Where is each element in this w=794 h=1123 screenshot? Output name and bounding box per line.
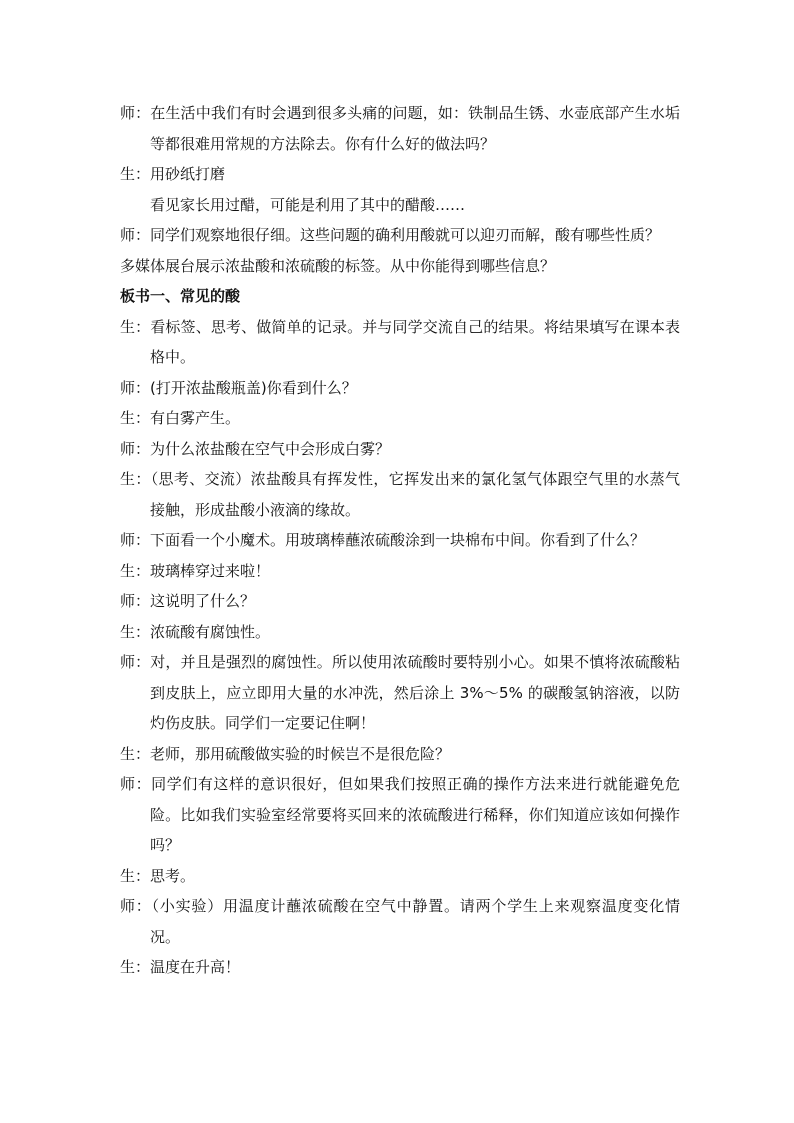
teacher-line: 师：为什么浓盐酸在空气中会形成白雾？ — [120, 439, 391, 458]
student-line: 生：老师，那用硫酸做实验的时候岂不是很危险？ — [120, 744, 451, 763]
teacher-line: 师：这说明了什么？ — [120, 592, 256, 610]
student-line: 生：看标签、思考、做简单的记录。并与同学交流自己的结果。将结果填写在课本表格中。 — [120, 317, 680, 366]
student-line: 生：（思考、交流）浓盐酸具有挥发性，它挥发出来的氯化氢气体跟空气里的水蒸气接触，形成盐酸小液滴的缘故。 — [120, 470, 680, 519]
teacher-line: 师：（小实验）用温度计蘸浓硫酸在空气中静置。请两个学生上来观察温度变化情况。 — [120, 897, 680, 946]
student-line: 生：用砂纸打磨 — [120, 165, 226, 183]
student-line-continued: 看见家长用过醋，可能是利用了其中的醋酸…… — [150, 195, 466, 214]
student-line: 生：有白雾产生。 — [120, 409, 241, 427]
student-line: 生：玻璃棒穿过来啦！ — [120, 561, 271, 580]
teacher-line: 师：下面看一个小魔术。用玻璃棒蘸浓硫酸涂到一块棉布中间。你看到了什么？ — [120, 531, 646, 549]
document-body — [120, 98, 680, 983]
section-heading: 板书一、常见的酸 — [120, 287, 241, 305]
student-line: 生：思考。 — [120, 866, 196, 885]
teacher-line: 师：同学们有这样的意识很好，但如果我们按照正确的操作方法来进行就能避免危险。比如我们实验室经常要将买回来的浓硫酸进行稀释，你们知道应该如何操作吗？ — [120, 775, 680, 854]
teacher-line: 师：对，并且是强烈的腐蚀性。所以使用浓硫酸时要特别小心。如果不慎将浓硫酸粘到皮肤上，应立即用大量的水冲洗，然后涂上 3%～5% 的碳酸氢钠溶液，以防灼伤皮肤。同学们一定要记住啊！ — [120, 653, 680, 732]
teacher-line: 师：(打开浓盐酸瓶盖)你看到什么？ — [120, 378, 357, 397]
teacher-line: 师：在生活中我们有时会遇到很多头痛的问题，如：铁制品生锈、水壶底部产生水垢等都很难用常规的方法除去。你有什么好的做法吗？ — [120, 104, 680, 153]
media-display-note: 多媒体展台展示浓盐酸和浓硫酸的标签。从中你能得到哪些信息？ — [120, 256, 556, 275]
student-line: 生：温度在升高！ — [120, 958, 241, 976]
teacher-line: 师：同学们观察地很仔细。这些问题的确利用酸就可以迎刃而解，酸有哪些性质？ — [120, 226, 661, 244]
student-line: 生：浓硫酸有腐蚀性。 — [120, 622, 271, 641]
